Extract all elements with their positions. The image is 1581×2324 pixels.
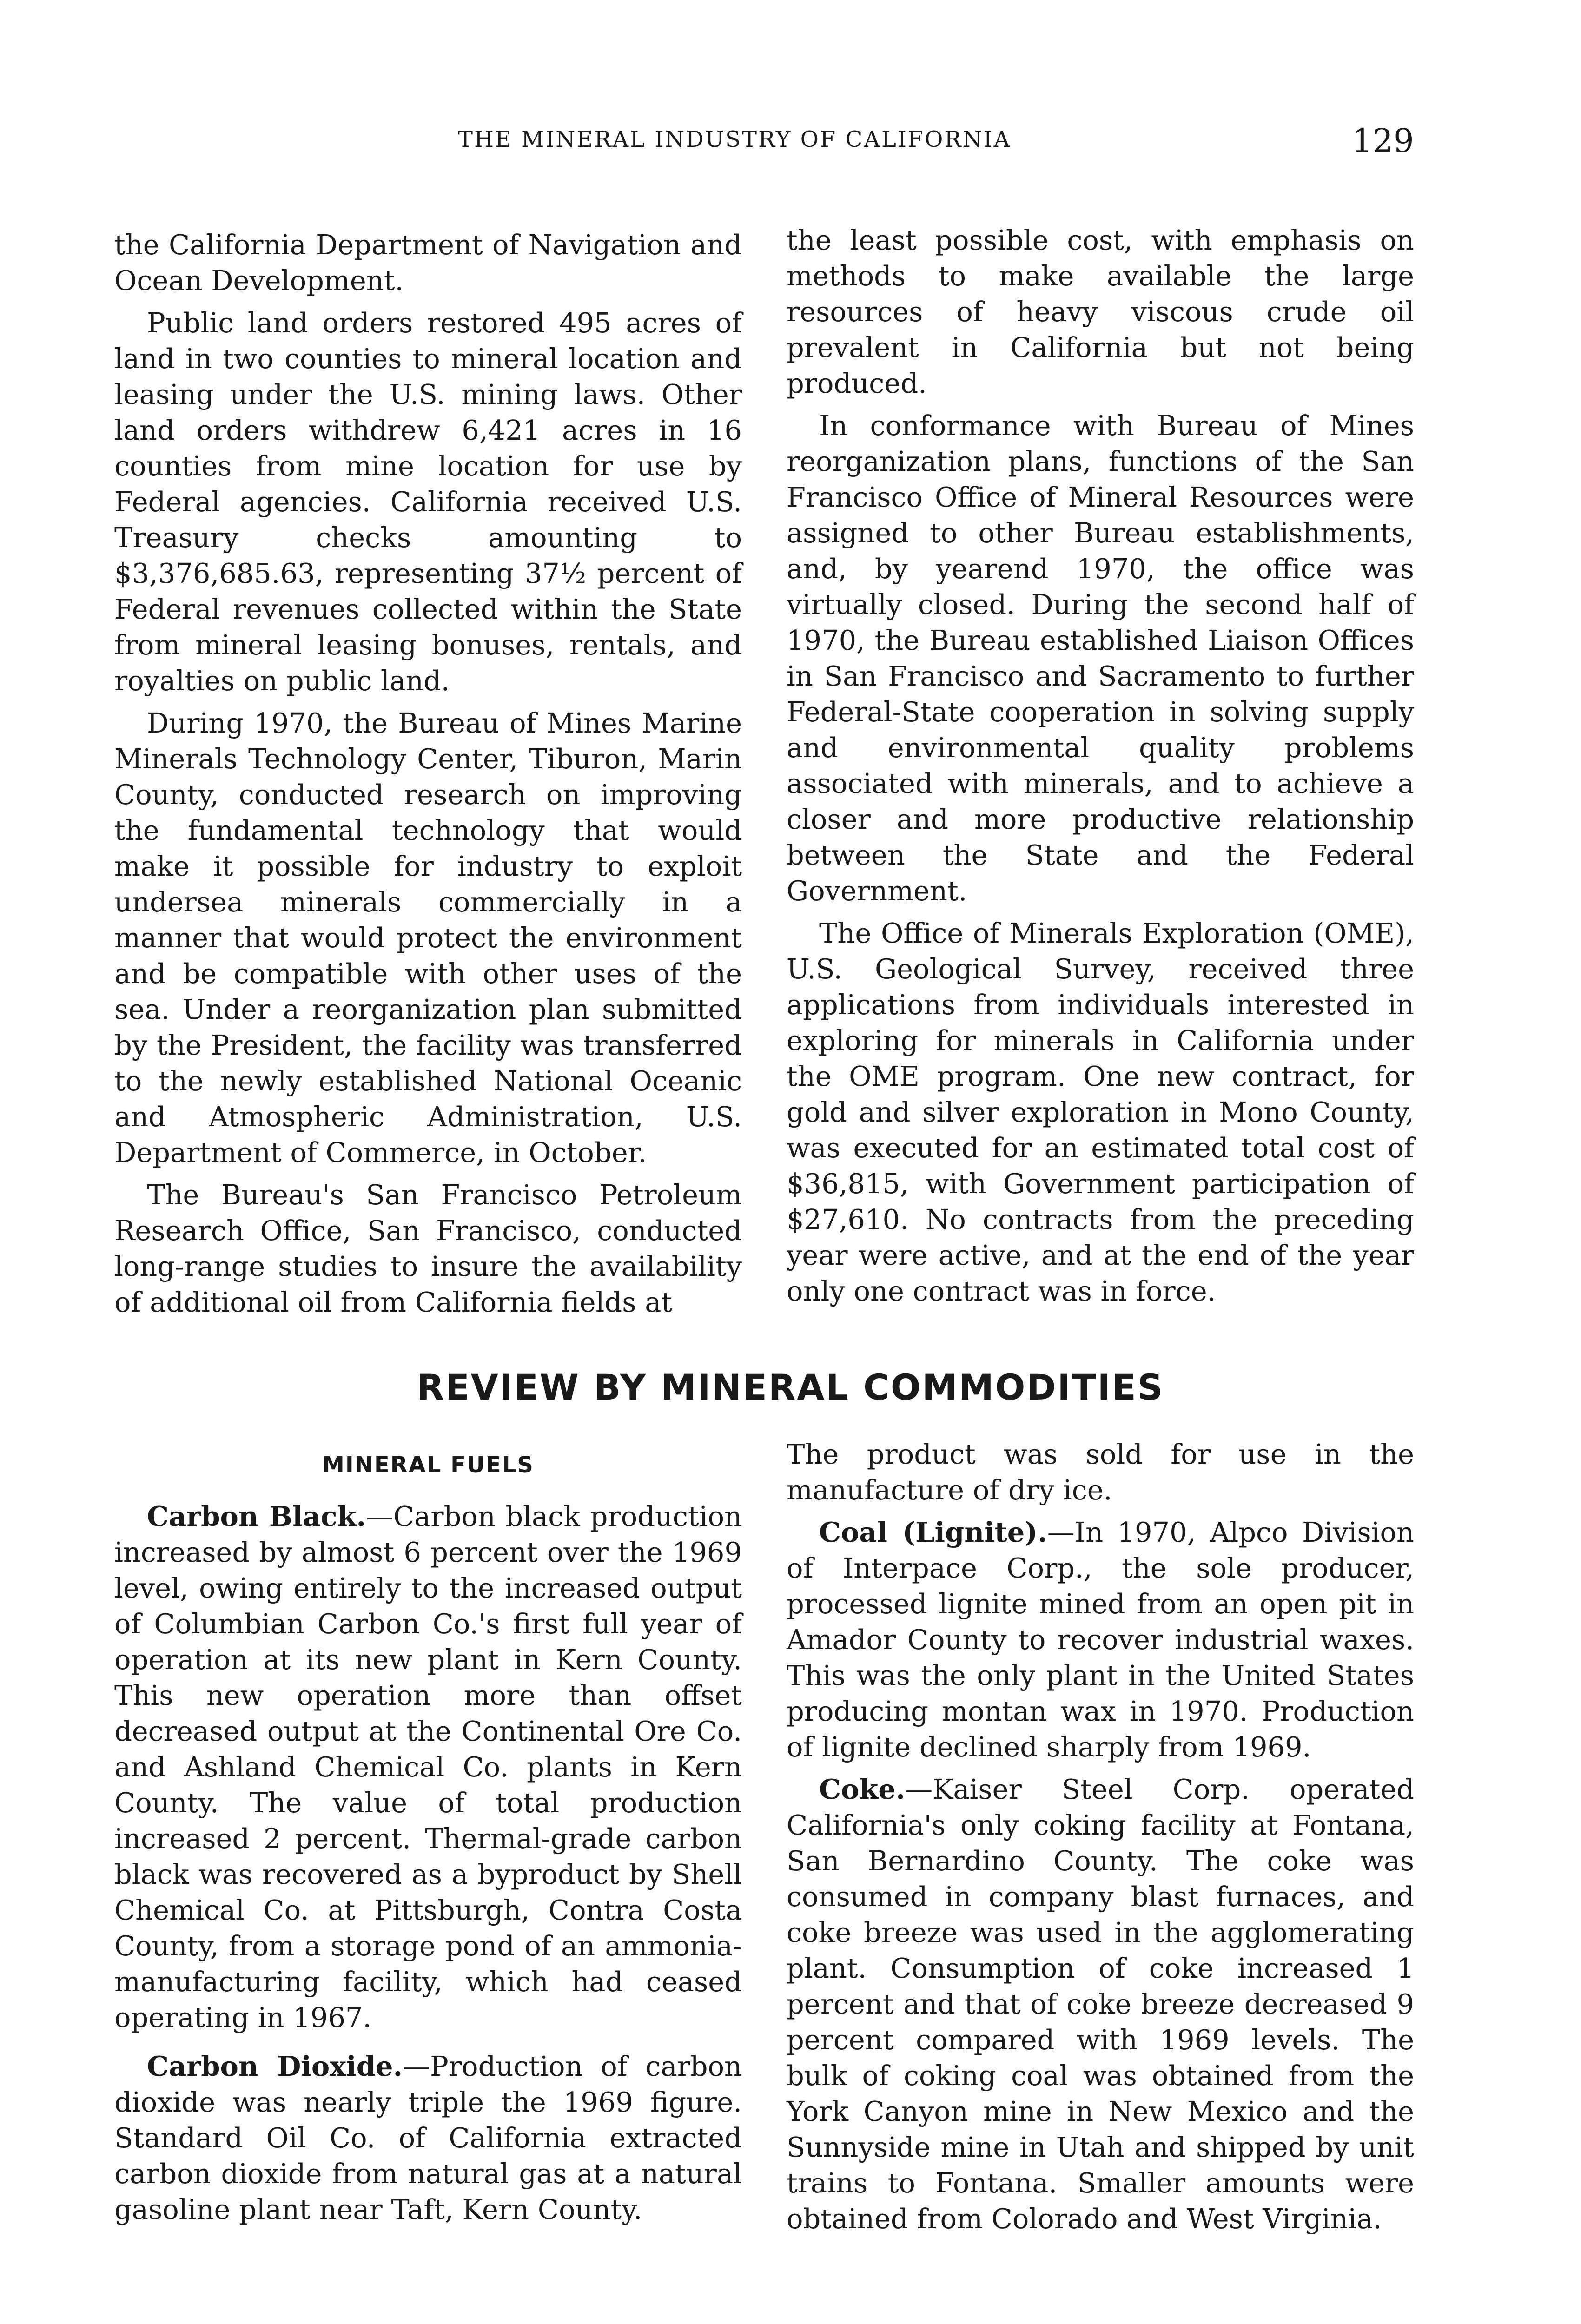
running-title: THE MINERAL INDUSTRY OF CALIFORNIA bbox=[458, 126, 1012, 152]
commodity-paragraph bbox=[787, 1771, 1414, 2237]
commodity-runin-heading: Coal (Lignite). bbox=[819, 1516, 1047, 1548]
commodity-paragraph bbox=[114, 1499, 742, 2035]
paragraph: the California Department of Navigation and Ocean Development. bbox=[114, 229, 742, 297]
left-column-bottom bbox=[114, 1499, 742, 2227]
paragraph-text: —In 1970, Alpco Division of Interpace Corp., the sole producer, processed lignite mined from an open pit in Amador County to recover industrial waxes. This was the only plant in the United States producing montan wax in 1970. Production of lignite declined sharply from 1969. bbox=[787, 1516, 1414, 1763]
paragraph-text: —Kaiser Steel Corp. operated California's only coking facility at Fontana, San Bernardino County. The coke was consumed in company blast furnaces, and coke breeze was used in the agglomerating plant. Consumption of coke increased 1 percent and that of coke breeze decreased 9 percent compared with 1969 levels. The bulk of coking coal was obtained from the York Canyon mine in New Mexico and the Sunnyside mine in Utah and shipped by unit trains to Fontana. Smaller amounts were obtained from Colorado and West Virginia. bbox=[787, 1773, 1414, 2235]
page-number: 129 bbox=[1352, 122, 1414, 160]
paragraph: the least possible cost, with emphasis on methods to make available the large resources of heavy viscous crude oil prevalent in California but not being produced. bbox=[787, 224, 1414, 399]
subsection-heading: MINERAL FUELS bbox=[322, 1452, 534, 1478]
paragraph: The Office of Minerals Exploration (OME), U.S. Geological Survey, received three applications from individuals interested in exploring for minerals in California under the OME program. One new contract, for gold and silver exploration in Mono County, was executed for an estimated total cost of $36,815, with Government participation of $27,610. No contracts from the preceding year were active, and at the end of the year only one contract was in force. bbox=[787, 917, 1414, 1307]
section-heading: REVIEW BY MINERAL COMMODITIES bbox=[417, 1367, 1164, 1408]
paragraph: The Bureau's San Francisco Petroleum Research Office, San Francisco, conducted long-range studies to insure the availability of additional oil from California fields at bbox=[114, 1179, 742, 1318]
paragraph-text: —Carbon black production increased by almost 6 percent over the 1969 level, owing entirely to the increased output of Columbian Carbon Co.'s first full year of operation at its new plant in Kern County. This new operation more than offset decreased output at the Continental Ore Co. and Ashland Chemical Co. plants in Kern County. The value of total production increased 2 percent. Thermal-grade carbon black was recovered as a byproduct by Shell Chemical Co. at Pittsburgh, Contra Costa County, from a storage pond of an ammonia-manufacturing facility, which had ceased operating in 1967. bbox=[114, 1500, 742, 2034]
left-column-top bbox=[114, 227, 742, 1320]
right-column-top bbox=[787, 222, 1414, 1309]
commodity-paragraph bbox=[114, 2048, 742, 2227]
commodity-runin-heading: Carbon Black. bbox=[147, 1500, 366, 1532]
paragraph: During 1970, the Bureau of Mines Marine Minerals Technology Center, Tiburon, Marin County, conducted research on improving the fundamental technology that would make it possible for industry to exploit undersea minerals commercially in a manner that would protect the environment and be compatible with other uses of the sea. Under a reorganization plan submitted by the President, the facility was transferred to the newly established National Oceanic and Atmospheric Administration, U.S. Department of Commerce, in October. bbox=[114, 707, 742, 1169]
paragraph-text: —Production of carbon dioxide was nearly triple the 1969 figure. Standard Oil Co. of California extracted carbon dioxide from natural gas at a natural gasoline plant near Taft, Kern County. bbox=[114, 2050, 742, 2225]
paragraph: In conformance with Bureau of Mines reorganization plans, functions of the San Francisco Office of Mineral Resources were assigned to other Bureau establishments, and, by yearend 1970, the office was virtually closed. During the second half of 1970, the Bureau established Liaison Offices in San Francisco and Sacramento to further Federal-State cooperation in solving supply and environmental quality problems associated with minerals, and to achieve a closer and more productive relationship between the State and the Federal Government. bbox=[787, 409, 1414, 907]
paragraph: The product was sold for use in the manufacture of dry ice. bbox=[787, 1438, 1414, 1506]
commodity-runin-heading: Coke. bbox=[819, 1773, 906, 1805]
paragraph: Public land orders restored 495 acres of land in two counties to mineral location and leasing under the U.S. mining laws. Other land orders withdrew 6,421 acres in 16 counties from mine location for use by Federal agencies. California received U.S. Treasury checks amounting to $3,376,685.63, representing 37½ percent of Federal revenues collected within the State from mineral leasing bonuses, rentals, and royalties on public land. bbox=[114, 307, 742, 697]
commodity-runin-heading: Carbon Dioxide. bbox=[147, 2050, 403, 2082]
commodity-paragraph bbox=[787, 1514, 1414, 1765]
right-column-bottom bbox=[787, 1436, 1414, 2237]
